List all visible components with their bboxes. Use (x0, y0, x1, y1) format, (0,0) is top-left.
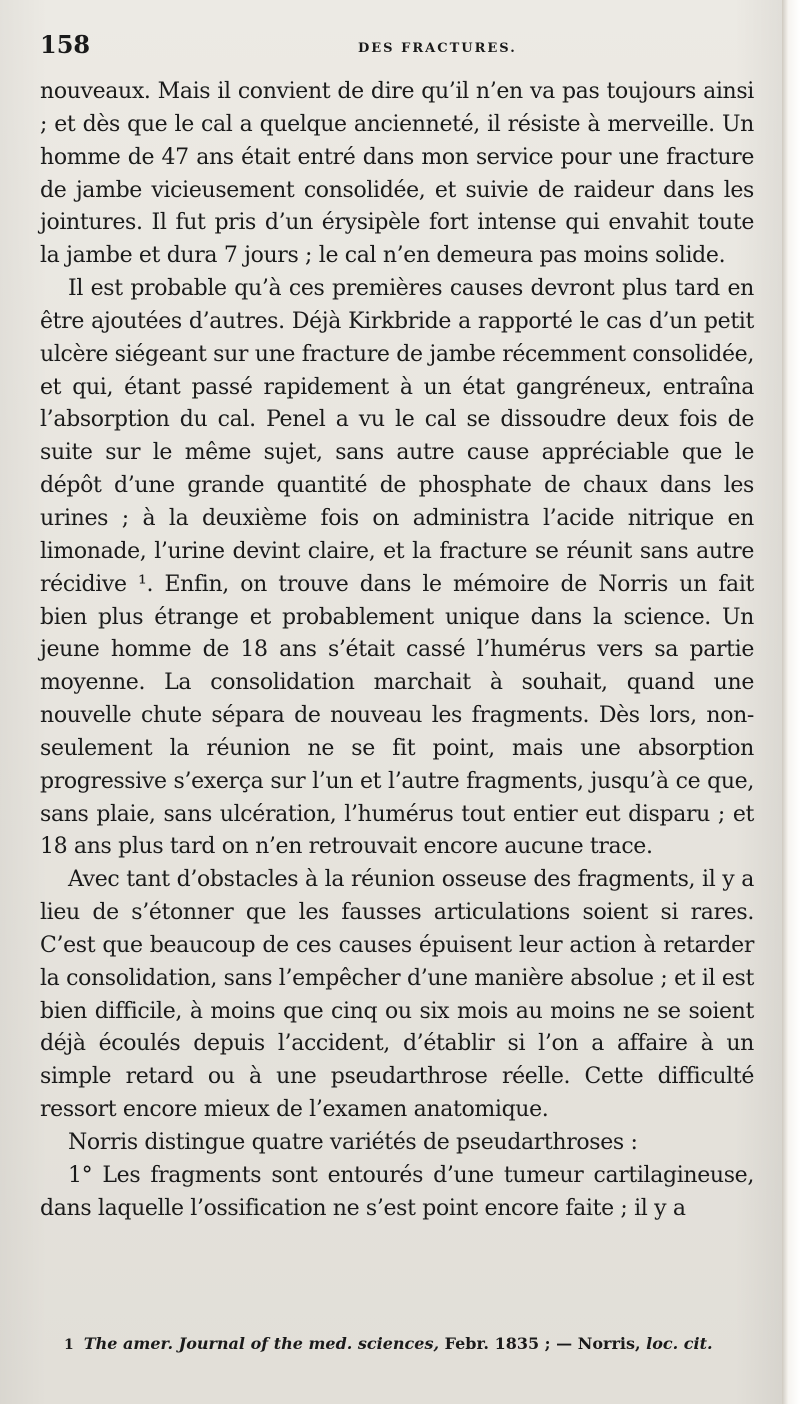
footnote-mark: 1 (64, 1337, 74, 1353)
running-head: DES FRACTURES. (358, 41, 517, 56)
paragraph-causes: Il est probable qu’à ces premières causes devront plus tard en être ajoutées d’autres. Déjà Kirkbride a rapporté le cas d’un petit ulcère siégeant sur une fracture de jambe récemment consolidée, et qui, étant passé rapidement à un état gangréneux, entraîna l’absorption du cal. Penel a vu le cal se dissoudre deux fois de suite sur le même sujet, sans autre cause appréciable que le dépôt d’une grande quantité de phosphate de chaux dans les urines ; à la deuxième fois on administra l’acide nitrique en limonade, l’urine devint claire, et la fracture se réunit sans autre récidive ¹. Enfin, on trouve dans le mémoire de Norris un fait bien plus étrange et probablement unique dans la science. Un jeune homme de 18 ans s’était cassé l’humérus vers sa partie moyenne. La consolidation marchait à souhait, quand une nouvelle chute sépara de nouveau les fragments. Dès lors, non-seulement la réunion ne se fit point, mais une absorption progressive s’exerça sur l’un et l’autre fragments, jusqu’à ce que, sans plaie, sans ulcération, l’humérus tout entier eut disparu ; et 18 ans plus tard on n’en retrouvait encore aucune trace. (40, 276, 754, 860)
footnote-journal: The amer. Journal of the med. sciences, (83, 1334, 440, 1353)
body-text (40, 76, 754, 1226)
footnote-date: Febr. 1835 ; — Norris, (439, 1334, 647, 1353)
footnote-loc-cit: loc. cit. (646, 1334, 713, 1353)
paragraph-norris-varieties: Norris distingue quatre variétés de pseudarthroses : (68, 1130, 638, 1155)
page-header (40, 28, 760, 62)
paragraph-first-variety: 1° Les fragments sont entourés d’une tumeur cartilagineuse, dans laquelle l’ossification ne s’est point encore faite ; il y a (40, 1162, 754, 1221)
paragraph-continued: nouveaux. Mais il convient de dire qu’il n’en va pas toujours ainsi ; et dès que le cal a quelque ancienneté, il résiste à merveille. Un homme de 47 ans était entré dans mon service pour une fracture de jambe vicieusement consolidée, et suivie de raideur dans les jointures. Il fut pris d’un érysipèle fort intense qui envahit toute la jambe et dura 7 jours ; le cal n’en demeura pas moins solide. (40, 79, 754, 269)
page-number: 158 (40, 30, 91, 59)
footnote (64, 1334, 764, 1353)
page-edge (782, 0, 800, 1404)
paragraph-obstacles: Avec tant d’obstacles à la réunion osseuse des fragments, il y a lieu de s’étonner que les fausses articulations soient si rares. C’est que beaucoup de ces causes épuisent leur action à retarder la consolidation, sans l’empêcher d’une manière absolue ; et il est bien difficile, à moins que cinq ou six mois au moins ne se soient déjà écoulés depuis l’accident, d’établir si l’on a affaire à un simple retard ou à une pseudarthrose réelle. Cette difficulté ressort encore mieux de l’examen anatomique. (40, 867, 754, 1123)
